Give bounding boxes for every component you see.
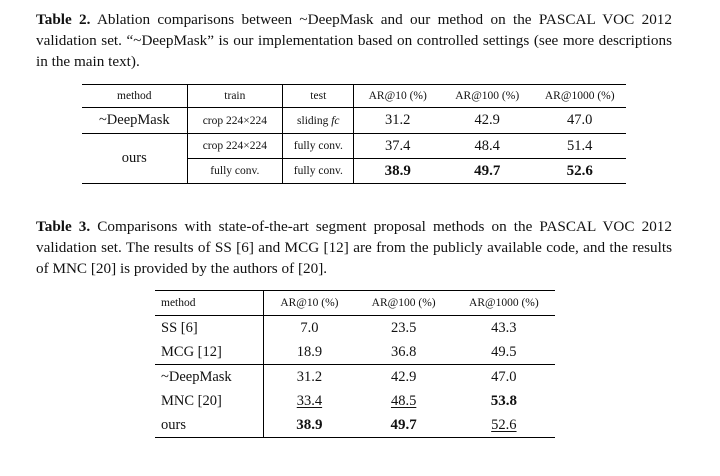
table3-cell-ar1000: 43.3: [491, 319, 517, 336]
table2-cell-ar10: 31.2: [354, 108, 441, 134]
table-row: [155, 365, 555, 390]
table2-cell-train: fully conv.: [187, 159, 283, 184]
table2-cell-ar100: 49.7: [441, 159, 534, 184]
table2-cell-test: sliding fc: [283, 108, 354, 134]
table2-header-method: method: [82, 85, 187, 108]
table3-cell-ar100: 49.7: [390, 416, 417, 433]
table2: [82, 84, 626, 184]
table3-cell-method: MCG [12]: [155, 340, 264, 365]
table3-cell-ar1000: 49.5: [491, 343, 517, 360]
table2-header-row: [82, 85, 626, 108]
table3-label: Table 3.: [36, 218, 91, 235]
table2-cell-ar100: 48.4: [474, 137, 500, 154]
table3-cell-ar10: 38.9: [296, 416, 323, 433]
table3-cell-ar100: 42.9: [355, 365, 453, 390]
table3-cell-method: SS [6]: [155, 316, 264, 341]
table3-cell-ar100: 23.5: [390, 319, 417, 336]
table2-header-ar10: AR@10 (%): [354, 85, 441, 108]
table-row: [155, 316, 555, 341]
table3-cell-ar10: 31.2: [264, 365, 355, 390]
table-row: [155, 340, 555, 365]
table2-label: Table 2.: [36, 11, 91, 28]
table3-header-row: [155, 291, 555, 316]
table3-caption: [36, 216, 672, 279]
table3-value-underlined: 33.4: [296, 392, 323, 409]
table2-cell-ar10: 37.4: [385, 137, 411, 154]
table3-header-method: method: [155, 291, 264, 316]
table3-cell-ar1000: 53.8: [490, 392, 517, 409]
table-row: [155, 389, 555, 413]
table3: [155, 290, 555, 438]
table3-cell-method: ~DeepMask: [155, 365, 264, 390]
table2-cell-ar100: 42.9: [441, 108, 534, 134]
table3-cell-method: ours: [155, 413, 264, 438]
table2-cell-train: crop 224×224: [187, 108, 283, 134]
table2-caption-text: Ablation comparisons between ~DeepMask and our method on the PASCAL VOC 2012 validation set. “~DeepMask” is our implementation based on controlled settings (see more descriptions in the main text).: [36, 11, 672, 70]
table2-header-test: test: [283, 85, 354, 108]
table3-cell-ar10: [264, 389, 355, 413]
table3-cell-ar100: 36.8: [390, 343, 417, 360]
table2-header-ar100: AR@100 (%): [441, 85, 534, 108]
table3-caption-text: Comparisons with state-of-the-art segment proposal methods on the PASCAL VOC 2012 validation set. The results of SS [6] and MCG [12] are from the publicly available code, and the results of MNC [20] is provided by the authors of [20].: [36, 218, 672, 277]
table-row: [155, 413, 555, 438]
table2-cell-ar1000: 47.0: [533, 108, 626, 134]
table2-cell-test: fully conv.: [283, 159, 354, 184]
table3-header-ar100: AR@100 (%): [355, 291, 453, 316]
table2-cell-method: ours: [82, 134, 187, 184]
table2-cell-method: ~DeepMask: [82, 108, 187, 134]
table3-cell-ar100: [355, 389, 453, 413]
table3-value-underlined: 48.5: [390, 392, 417, 409]
table2-header-ar1000: AR@1000 (%): [533, 85, 626, 108]
table3-header-ar10: AR@10 (%): [264, 291, 355, 316]
table-row: [82, 134, 626, 159]
table2-cell-ar1000: 51.4: [567, 137, 593, 154]
table2-cell-test: fully conv.: [283, 134, 354, 159]
table3-cell-ar10: 7.0: [300, 319, 319, 336]
table3-cell-ar10: 18.9: [296, 343, 323, 360]
table3-value-underlined: 52.6: [491, 416, 517, 433]
table3-cell-ar1000: 47.0: [453, 365, 555, 390]
table3-header-ar1000: AR@1000 (%): [453, 291, 555, 316]
table2-cell-ar1000: 52.6: [533, 159, 626, 184]
table3-cell-ar1000: [453, 413, 555, 438]
table2-header-train: train: [187, 85, 283, 108]
table2-cell-train: crop 224×224: [187, 134, 283, 159]
table3-cell-method: MNC [20]: [155, 389, 264, 413]
table2-caption: [36, 9, 672, 72]
table2-cell-ar10: 38.9: [354, 159, 441, 184]
table-row: [82, 108, 626, 134]
